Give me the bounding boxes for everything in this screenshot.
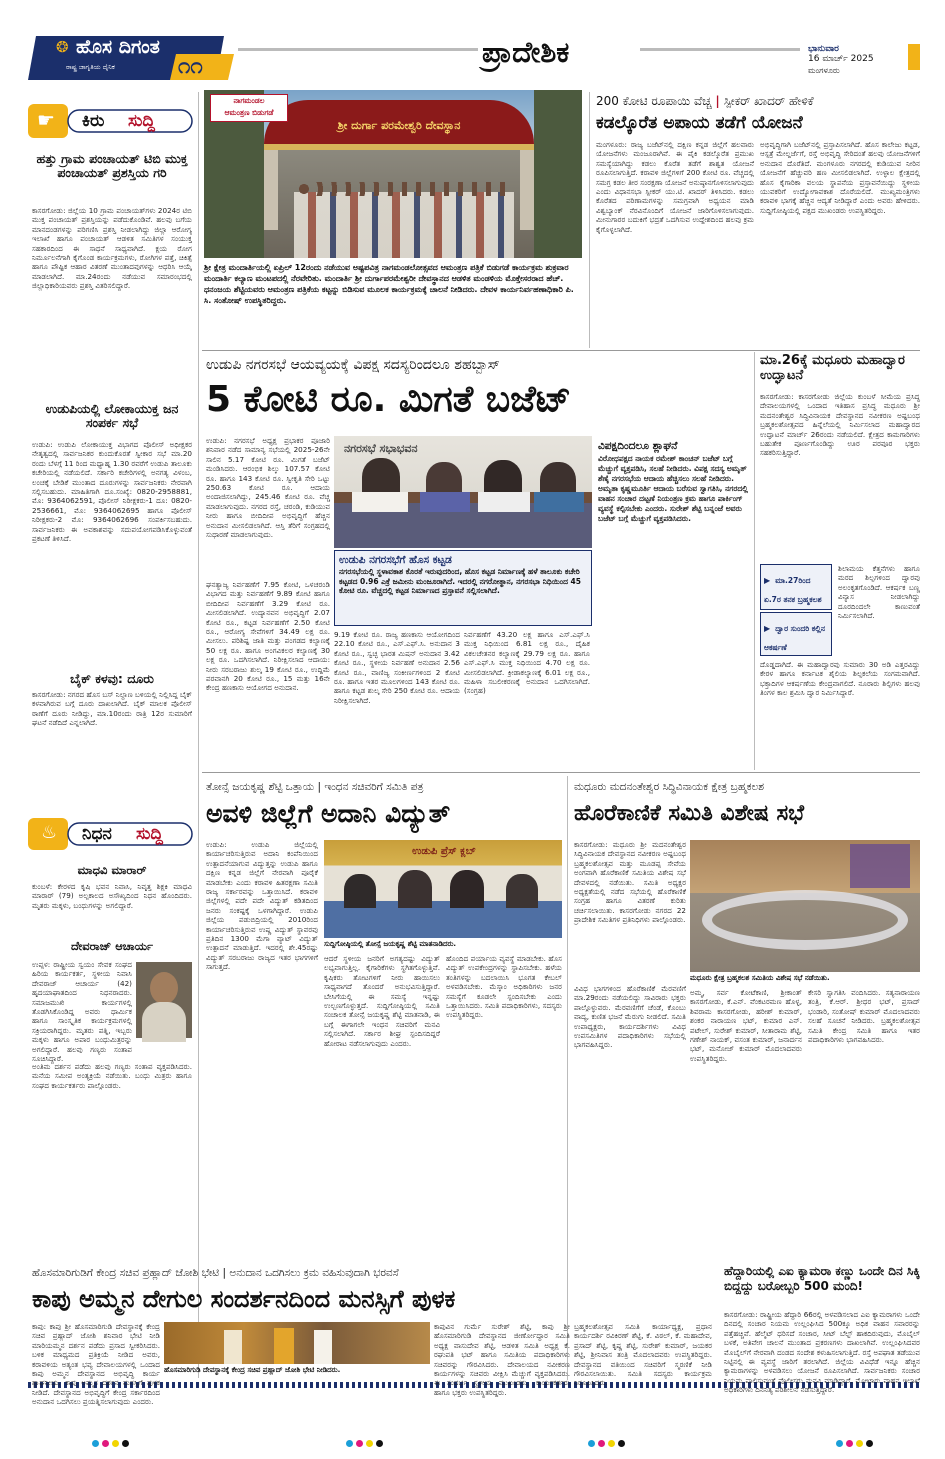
sea-story-kicker-2: ಸ್ಪೀಕರ್ ಖಾದರ್ ಹೇಳಿಕೆ: [723, 94, 814, 108]
adani-col-3: ಹೊಂದಿದ ಪರ್ಯಾಯ ವ್ಯವಸ್ಥೆ ಮಾಡಬೇಕು. ಹೊಸ ವಿದ್ಯುತ್ ಉಪಕೇಂದ್ರಗಳನ್ನು ಸ್ಥಾಪಿಸಬೇಕು. ಹಳೆಯ ತಂತಿಗಳನ್ನು ಬದಲಾಯಿಸಿ ಭೂಗತ ಕೇಬಲ್ ಅಳವಡಿಸಬೇಕು. ಮೆಸ್ಕಾಂ ಅಧಿಕಾರಿಗಳು ಜನರ ಸಮಸ್ಯೆಗೆ ಕೂಡಲೇ ಸ್ಪಂದಿಸಬೇಕು ಎಂದು ಒತ್ತಾಯಿಸಿದರು. ಸಮಿತಿ ಪದಾಧಿಕಾರಿಗಳು, ಸದಸ್ಯರು ಉಪಸ್ಥಿತರಿದ್ದರು.: [446, 954, 562, 1020]
adani-kicker: ತೋನ್ಸೆ ಜಯಕೃಷ್ಣ ಶೆಟ್ಟಿ ಒತ್ತಾಯ | ಇಂಧನ ಸಚಿವರಿಗೆ ಸಮಿತಿ ಪತ್ರ: [206, 781, 424, 793]
budget-side-body: ವಿರೋಧಪಕ್ಷದ ನಾಯಕ ರಮೇಶ್ ಕಾಂಚನ್ ಬಜೆಟ್ ಬಗ್ಗೆ ಮೆಚ್ಚುಗೆ ವ್ಯಕ್ತಪಡಿಸಿ, ಸಲಹೆ ನೀಡಿದರು. ವಿಪಕ್ಷ ಸದಸ್ಯ ಅಮೃತ್ ಶೆಣೈ ನಗರಸಭೆಯ ಆದಾಯ ಹೆಚ್ಚಿಸಲು ಸಲಹೆ ನೀಡಿದರು. ಅಮೃತಾ ಕೃಷ್ಣಮೂರ್ತಿ ಆದಾಯ ಬರೆಸುವ ಸ್ವಾಗತಿಸಿ, ನಗರದಲ್ಲಿ ವಾಹನ ಸಂಚಾರ ದಟ್ಟಣೆ ನಿಯಂತ್ರಣ ಕ್ರಮ ಹಾಗೂ ಪಾರ್ಕಿಂಗ್ ವ್ಯವಸ್ಥೆ ಕಲ್ಪಿಸಬೇಕು ಎಂದರು. ಸುರೇಶ್ ಶೆಟ್ಟಿ ಬನ್ನಂಜೆ ಅವರು ಬಜೆಟ್ ಬಗ್ಗೆ ಮೆಚ್ಚುಗೆ ವ್ಯಕ್ತಪಡಿಸಿದರು.: [598, 454, 748, 523]
horekanike-col-4: ಕೇಸರಿ ಸ್ವಾಗತಿಸಿ ವಂದಿಸಿದರು. ಸತ್ಯನಾರಾಯಣ ತಂತ್ರಿ, ಕೆ.ಆರ್. ಶ್ರೀಧರ ಭಟ್, ಪ್ರಸಾದ್ ಭಂಡಾರಿ, ಸಂತೋಷ್ ಕುಮಾರ್ ಮೊದಲಾದವರು ಸಲಹೆ ಸೂಚನೆ ನೀಡಿದರು. ಬ್ರಹ್ಮಕಲಶೋತ್ಸವ ಸಮಿತಿ ಕೇಂದ್ರ ಸಮಿತಿ ಹಾಗೂ ಇತರ ಪದಾಧಿಕಾರಿಗಳು ಭಾಗವಹಿಸಿದರು.: [808, 988, 920, 1045]
horekanike-col-2: ವಿವಿಧ ಭಾಗಗಳಿಂದ ಹೊರೆಕಾಣಿಕೆ ಮೆರವಣಿಗೆ ಮಾ.29ರಂದು ನಡೆಯಲಿದ್ದು ಸಾವಿರಾರು ಭಕ್ತರು ಪಾಲ್ಗೊಳ್ಳುವರು. ಮೆರವಣಿಗೆಗೆ ಚೆಂಡೆ, ಕೊಂಬು ವಾದ್ಯ, ಕುಣಿತ ಭಜನೆ ಮೆರುಗು ನೀಡಲಿದೆ. ಸಮಿತಿ ಉಪಾಧ್ಯಕ್ಷರು, ಕಾರ್ಯದರ್ಶಿಗಳು ವಿವಿಧ ಉಪಸಮಿತಿಗಳ ಪದಾಧಿಕಾರಿಗಳು ಸಭೆಯಲ್ಲಿ ಭಾಗವಹಿಸಿದ್ದರು.: [574, 984, 686, 1050]
print-registration-dots: [92, 1440, 129, 1447]
lamp-icon: ❂: [56, 38, 69, 56]
logo-subtitle: ರಾಷ್ಟ್ರ ಜಾಗೃತಿಯ ದೈನಿಕ: [66, 63, 115, 71]
kapu-headline: ಕಾಪು ಅಮ್ಮನ ದೇಗುಲ ಸಂದರ್ಶನದಿಂದ ಮನಸ್ಸಿಗೆ ಪುಳಕ: [32, 1285, 456, 1313]
nidhana-label: ನಿಧನ: [82, 824, 112, 844]
madhur-door-body-2: ದೊಡ್ಡದಾಗಿದೆ. ಈ ಮಹಾದ್ವಾರವು ಸುಮಾರು 30 ಅಡಿ ಎತ್ತರವಿದ್ದು ಕೇರಳ ಹಾಗೂ ಕರ್ನಾಟಕ ಶೈಲಿಯ ಶಿಲ್ಪಕಲೆಯ ಸಂಗಮವಾಗಿದೆ. ಭಕ್ತಾದಿಗಳ ಆಕರ್ಷಣೆಯ ಕೇಂದ್ರವಾಗಲಿದೆ. ನೂರಾರು ಶಿಲ್ಪಿಗಳು ಹಲವು ತಿಂಗಳ ಕಾಲ ಶ್ರಮಿಸಿ ದ್ವಾರ ನಿರ್ಮಿಸಿದ್ದಾರೆ.: [760, 660, 920, 698]
budget-kicker: ಉಡುಪಿ ನಗರಸಭೆ ಆಯವ್ಯಯಕ್ಕೆ ವಿಪಕ್ಷ ಸದಸ್ಯರಿಂದಲೂ ಶಹಬ್ಬಾಸ್: [206, 357, 500, 373]
arrow-icon: ▶: [764, 624, 771, 633]
adani-headline: ಅವಳಿ ಜಿಲ್ಲೆಗೆ ಅದಾನಿ ವಿದ್ಯುತ್: [206, 799, 451, 828]
budget-col-2: ಘನತ್ಯಾಜ್ಯ ನಿರ್ವಹಣೆಗೆ 7.95 ಕೋಟಿ, ಒಳಚರಂಡಿ ವಿಭಾಗದ ಮತ್ತು ನಿರ್ವಹಣೆಗೆ 9.89 ಕೋಟಿ ಹಾಗೂ ಬೀದಿದೀಪ ನಿರ್ವಹಣೆಗೆ 3.29 ಕೋಟಿ ರೂ. ಮೀಸಲಿಡಲಾಗಿದೆ. ಉದ್ಯಾನವನ ಅಭಿವೃದ್ಧಿಗೆ 2.07 ಕೋಟಿ ರೂ., ಕಟ್ಟಡ ನಿರ್ವಹಣೆಗೆ 2.50 ಕೋಟಿ ರೂ., ಆರೋಗ್ಯ ಸೇವೆಗಳಿಗೆ 34.49 ಲಕ್ಷ ರೂ. ಮೀಸಲು. ಪರಿಶಿಷ್ಟ ಜಾತಿ ಮತ್ತು ಪಂಗಡದ ಕಲ್ಯಾಣಕ್ಕೆ 50 ಲಕ್ಷ ರೂ. ಹಾಗೂ ಅಂಗವಿಕಲರ ಕಲ್ಯಾಣಕ್ಕೆ 30 ಲಕ್ಷ ರೂ. ಒದಗಿಸಲಾಗಿದೆ. ನಿರೀಕ್ಷಿಸಲಾದ ಆದಾಯ: ನೀರು ಸರಬರಾಜು ಶುಲ್ಕ 19 ಕೋಟಿ ರೂ., ಉದ್ದಿಮೆ ಪರವಾನಗಿ 20 ಕೋಟಿ ರೂ., 15 ಮತ್ತು 16ನೇ ಕೇಂದ್ರ ಹಣಕಾಸು ಆಯೋಗದ ಅನುದಾನ.: [206, 580, 330, 693]
print-registration-dots: [836, 1440, 873, 1447]
masthead-divider-right: [640, 48, 800, 51]
masthead-divider: [238, 48, 478, 51]
ai-camera-headline: ಹೆದ್ದಾರಿಯಲ್ಲಿ ಎಐ ಕ್ಯಾಮರಾ ಕಣ್ಣು ಒಂದೇ ದಿನ ಸಿಕ್ಕಿ ಬಿದ್ದದ್ದು ಬರೋಬ್ಬರಿ 500 ಮಂದಿ!: [724, 1264, 920, 1293]
kiru-story-2-body: ಉಡುಪಿ: ಉಡುಪಿ ಲೋಕಾಯುಕ್ತ ವಿಭಾಗದ ಪೊಲೀಸ್ ಅಧೀಕ್ಷಕರ ನೇತೃತ್ವದಲ್ಲಿ ಸಾರ್ವಜನಿಕರ ಕುಂದುಕೊರತೆ ಸ್ವೀಕಾರ ಸಭೆ ಮಾ.20 ರಂದು ಬೆಳಗ್ಗೆ 11 ರಿಂದ ಮಧ್ಯಾಹ್ನ 1.30 ರವರೆಗೆ ಉಡುಪಿ ತಾಲೂಕು ಕಚೇರಿಯಲ್ಲಿ ನಡೆಯಲಿದೆ. ಸರ್ಕಾರಿ ಕಚೇರಿಗಳಲ್ಲಿ ಅನಗತ್ಯ ವಿಳಂಬ, ಲಂಚಕ್ಕೆ ಬೇಡಿಕೆ ಮುಂತಾದ ದೂರುಗಳನ್ನು ಸಾರ್ವಜನಿಕರು ನೇರವಾಗಿ ಸಲ್ಲಿಸಬಹುದು. ಮಾಹಿತಿಗಾಗಿ ದೂ.ಸಂಖ್ಯೆ: 0820-2958881, ಮೊ: 9364062591, ಪೊಲೀಸ್ ನಿರೀಕ್ಷಕರು-1 ದೂ: 0820-2536661, ಮೊ: 9364062695 ಹಾಗೂ ಪೊಲೀಸ್ ನಿರೀಕ್ಷಕರು-2 ಮೊ: 9364062696 ಸಂಪರ್ಕಿಸಬಹುದು. ಸಾರ್ವಜನಿಕರು ಈ ಅವಕಾಶವನ್ನು ಸದುಪಯೋಗಪಡಿಸಿಕೊಳ್ಳುವಂತೆ ಪ್ರಕಟಣೆ ತಿಳಿಸಿದೆ.: [32, 440, 192, 544]
kapu-col-1: ಕಾಪು: ಕಾಪು ಶ್ರೀ ಹೊಸಮಾರಿಗುಡಿ ದೇವಸ್ಥಾನಕ್ಕೆ ಕೇಂದ್ರ ಸಚಿವ ಪ್ರಹ್ಲಾದ್ ಜೋಶಿ ಶನಿವಾರ ಭೇಟಿ ನೀಡಿ ಮಾರಿಯಮ್ಮನ ದರ್ಶನ ಪಡೆದು ಪ್ರಸಾದ ಸ್ವೀಕರಿಸಿದರು. ಬಳಿಕ ಮಾಧ್ಯಮದ ಪ್ರತಿಕ್ರಿಯೆ ನೀಡಿದ ಅವರು, ಕರಾವಳಿಯ ಅತ್ಯಂತ ಭವ್ಯ ದೇವಾಲಯಗಳಲ್ಲಿ ಒಂದಾದ ಕಾಪು ಅಮ್ಮನ ದೇವಸ್ಥಾನದ ಅಭಿವೃದ್ಧಿ ಕಾರ್ಯ ಶ್ಲಾಘನೀಯ. ಕಾಪು ಅಮ್ಮನ ದರ್ಶನ ಮನಸ್ಸಿಗೆ ಪುಳಕ ನೀಡಿದೆ. ದೇವಸ್ಥಾನದ ಅಭಿವೃದ್ಧಿಗೆ ಕೇಂದ್ರ ಸರ್ಕಾರದಿಂದ ಅನುದಾನ ಒದಗಿಸಲು ಪ್ರಯತ್ನಿಸಲಾಗುವುದು ಎಂದರು.: [32, 1322, 160, 1407]
print-registration-dots: [346, 1440, 383, 1447]
horekanike-photo-caption: ಮಧೂರು ಕ್ಷೇತ್ರ ಬ್ರಹ್ಮಕಲಶ ಸಮಿತಿಯ ವಿಶೇಷ ಸಭೆ ನಡೆಯಿತು.: [690, 974, 830, 982]
obituary-1-name: ಮಾಧವಿ ಮಾರಾರ್: [77, 863, 147, 877]
obituary-portrait: [136, 962, 192, 1038]
horekanike-col-1: ಕಾಸರಗೋಡು: ಮಧೂರು ಶ್ರೀ ಮದನಂತೇಶ್ವರ ಸಿದ್ಧಿವಿನಾಯಕ ದೇವಸ್ಥಾನದ ನವೀಕರಣ ಅಷ್ಟಬಂಧ ಬ್ರಹ್ಮಕಲಶೋತ್ಸವ ಮತ್ತು ಮೂಡಪ್ಪ ಸೇವೆಯ ಅಂಗವಾಗಿ ಹೊರೆಕಾಣಿಕೆ ಸಮಿತಿಯ ವಿಶೇಷ ಸಭೆ ದೇವಳದಲ್ಲಿ ನಡೆಯಿತು. ಸಮಿತಿ ಅಧ್ಯಕ್ಷರ ಅಧ್ಯಕ್ಷತೆಯಲ್ಲಿ ನಡೆದ ಸಭೆಯಲ್ಲಿ ಹೊರೆಕಾಣಿಕೆ ಸಂಗ್ರಹ ಹಾಗೂ ವಿತರಣೆ ಕುರಿತು ಚರ್ಚಿಸಲಾಯಿತು. ಕಾಸರಗೋಡು ನಗರದ 22 ಪ್ರಾದೇಶಿಕ ಸಮಿತಿಗಳ ಪ್ರತಿನಿಧಿಗಳು ಪಾಲ್ಗೊಂಡರು.: [574, 840, 686, 925]
madhur-info-box: [760, 564, 920, 656]
kapu-photo-caption: ಹೊಸಮಾರಿಗುಡಿ ದೇವಸ್ಥಾನಕ್ಕೆ ಕೇಂದ್ರ ಸಚಿವ ಪ್ರಹ್ಲಾದ್ ಜೋಶಿ ಭೇಟಿ ನೀಡಿದರು.: [164, 1366, 341, 1374]
adani-press-photo: [324, 840, 562, 938]
ai-camera-body: ಕಾಸರಗೋಡು: ರಾಷ್ಟ್ರೀಯ ಹೆದ್ದಾರಿ 66ರಲ್ಲಿ ಅಳವಡಿಸಲಾದ ಎಐ ಕ್ಯಾಮರಾಗಳು ಒಂದೇ ದಿನದಲ್ಲಿ ಸಂಚಾರ ನಿಯಮ ಉಲ್ಲಂಘಿಸಿದ 500ಕ್ಕೂ ಅಧಿಕ ವಾಹನ ಸವಾರರನ್ನು ಪತ್ತೆಹಚ್ಚಿವೆ. ಹೆಲ್ಮೆಟ್ ಧರಿಸದೆ ಸಂಚಾರ, ಸೀಟ್ ಬೆಲ್ಟ್ ಹಾಕದಿರುವುದು, ಮೊಬೈಲ್ ಬಳಕೆ, ಅತಿವೇಗ ಚಾಲನೆ ಮುಂತಾದ ಪ್ರಕರಣಗಳು ದಾಖಲಾಗಿವೆ. ಉಲ್ಲಂಘಿಸಿದವರ ಮೊಬೈಲ್‌ಗೆ ನೇರವಾಗಿ ದಂಡದ ಸಂದೇಶ ಕಳುಹಿಸಲಾಗುತ್ತಿದೆ. ರಸ್ತೆ ಅಪಘಾತ ತಡೆಯುವ ನಿಟ್ಟಿನಲ್ಲಿ ಈ ವ್ಯವಸ್ಥೆ ಜಾರಿಗೆ ತರಲಾಗಿದೆ. ಜಿಲ್ಲೆಯ ವಿವಿಧೆಡೆ ಇನ್ನೂ ಹೆಚ್ಚಿನ ಕ್ಯಾಮರಾಗಳನ್ನು ಅಳವಡಿಸಲು ಯೋಜನೆ ರೂಪಿಸಲಾಗಿದೆ. ಸಾರ್ವಜನಿಕರು ಸಂಚಾರ ನಿಯಮ ಪಾಲಿಸುವಂತೆ ಪೊಲೀಸರು ಮನವಿ ಮಾಡಿದ್ದಾರೆ. ಮೋಟಾರು ವಾಹನ ಇಲಾಖೆ ಅಧಿಕಾರಿಗಳು ದಿನನಿತ್ಯ ಪರಿಶೀಲನೆ ನಡೆಸುತ್ತಿದ್ದಾರೆ.: [724, 1310, 920, 1395]
kiru-story-1-title: ಹತ್ತು ಗ್ರಾಮ ಪಂಚಾಯತ್ ಟಿಬಿ ಮುಕ್ತ ಪಂಚಾಯತ್ ಪ್ರಶಸ್ತಿಯ ಗರಿ: [36, 151, 188, 181]
edition-place: ಮಂಗಳೂರು: [808, 66, 840, 75]
temple-badge-line1: ನಾಗಮಂಡಲ: [233, 96, 265, 105]
kicker-separator: |: [715, 94, 724, 108]
temple-arch-text: ಶ್ರೀ ದುರ್ಗಾ ಪರಮೇಶ್ವರಿ ದೇವಸ್ಥಾನ: [337, 119, 461, 132]
budget-photo-banner: ನಗರಸಭೆ ಸಭಾಭವನ: [344, 442, 418, 455]
adani-photo-caption: ಸುದ್ದಿಗೋಷ್ಠಿಯಲ್ಲಿ ತೋನ್ಸೆ ಜಯಕೃಷ್ಣ ಶೆಟ್ಟಿ ಮಾತನಾಡಿದರು.: [324, 940, 457, 948]
madhur-info-box-2-text: ದ್ವಾರ ಸುಂದರಿ ಕಲ್ಲಿನ ಆಕರ್ಷಣೆ: [764, 624, 825, 652]
logo-block: [28, 34, 234, 82]
kiru-story-1-body: ಕಾಸರಗೋಡು: ಜಿಲ್ಲೆಯ 10 ಗ್ರಾಮ ಪಂಚಾಯತ್‌ಗಳು 2024ರ ಟಿಬಿ ಮುಕ್ತ ಪಂಚಾಯತ್ ಪ್ರಶಸ್ತಿಯನ್ನು ಪಡೆದುಕೊಂಡಿವೆ. ಹಲವು ಬಗೆಯ ಮಾನದಂಡಗಳನ್ನು ಪರಿಗಣಿಸಿ ಪ್ರಶಸ್ತಿ ನೀಡಲಾಗಿದ್ದು ಜಿಲ್ಲಾ ಆರೋಗ್ಯ ಇಲಾಖೆ ಹಾಗೂ ಪಂಚಾಯತ್ ಆಡಳಿತ ಸಮಿತಿಗಳ ಸಂಯುಕ್ತ ಸಹಕಾರದಿಂದ ಈ ಸಾಧನೆ ಸಾಧ್ಯವಾಗಿದೆ. ಕ್ಷಯ ರೋಗ ನಿರ್ಮೂಲನೆಗಾಗಿ ಕೈಗೊಂಡ ಕಾರ್ಯಕ್ರಮಗಳು, ರೋಗಿಗಳ ಪತ್ತೆ, ಚಿಕಿತ್ಸೆ ಹಾಗೂ ಪೌಷ್ಟಿಕ ಆಹಾರ ವಿತರಣೆ ಮುಂತಾದವುಗಳನ್ನು ಆಧರಿಸಿ ಆಯ್ಕೆ ಮಾಡಲಾಗಿದೆ. ಮಾ.24ರಂದು ನಡೆಯುವ ಸಮಾರಂಭದಲ್ಲಿ ಜಿಲ್ಲಾಧಿಕಾರಿಯವರು ಪ್ರಶಸ್ತಿ ವಿತರಿಸಲಿದ್ದಾರೆ.: [32, 206, 192, 291]
budget-col-3: 9.19 ಕೋಟಿ ರೂ. ರಾಜ್ಯ ಹಣಕಾಸು ಆಯೋಗದಿಂದ 22.10 ಕೋಟಿ ರೂ., ಎಸ್.ಎಫ್.ಸಿ. ಅನುದಾನ 3 ಕೋಟಿ ರೂ., ಸ್ವಚ್ಛ ಭಾರತ ಮಿಷನ್ ಅನುದಾನ 3.42 ಕೋಟಿ ರೂ., ಸ್ಥಳೀಯ ನಿರ್ವಹಣೆ ಅನುದಾನ 2.56 ಕೋಟಿ ರೂ., ವಾಣಿಜ್ಯ ಸಂಕೀರ್ಣಗಳಿಂದ 2 ಕೋಟಿ ರೂ. ಹಾಗೂ ಇತರ ಮೂಲಗಳಿಂದ 143 ಕೋಟಿ ರೂ. ಹಾಗೂ ಕಟ್ಟಡ ಶುಲ್ಕ ಸೇರಿ 250 ಕೋಟಿ ರೂ. ಆದಾಯ ನಿರೀಕ್ಷಿಸಲಾಗಿದೆ.: [334, 630, 460, 705]
kiru-story-3-title: ಬೈಕ್ ಕಳವು: ದೂರು: [70, 671, 154, 686]
sea-story-col-1: ಮಂಗಳೂರು: ರಾಜ್ಯ ಬಜೆಟ್‌ನಲ್ಲಿ ದಕ್ಷಿಣ ಕನ್ನಡ ಜಿಲ್ಲೆಗೆ ಹಲವಾರು ಯೋಜನೆಗಳು ಮಂಜೂರಾಗಿವೆ. ಈ ಪೈಕಿ ಕಡಲ್ಕೊರೆತ ಪ್ರಮುಖ ಸಮಸ್ಯೆಯಾಗಿದ್ದು ಕಡಲು ಕೊರೆತ ತಡೆಗೆ ಶಾಶ್ವತ ಯೋಜನೆ ರೂಪಿಸಲಾಗುತ್ತಿದೆ. ಕರಾವಳಿ ಜಿಲ್ಲೆಗಳಿಗೆ 200 ಕೋಟಿ ರೂ. ವೆಚ್ಚದಲ್ಲಿ ಸಮಗ್ರ ಕಡಲ ತೀರ ಸಂರಕ್ಷಣಾ ಯೋಜನೆ ಅನುಷ್ಠಾನಗೊಳಿಸಲಾಗುವುದು ಎಂದು ವಿಧಾನಸಭಾ ಸ್ಪೀಕರ್ ಯು.ಟಿ. ಖಾದರ್ ತಿಳಿಸಿದರು. ಕಡಲು ಕೊರೆತದ ಪರಿಣಾಮಗಳನ್ನು ಸಮಗ್ರವಾಗಿ ಅಧ್ಯಯನ ಮಾಡಿ ವಿಶ್ವಬ್ಯಾಂಕ್ ನೆರವಿನೊಂದಿಗೆ ಯೋಜನೆ ಜಾರಿಗೊಳಿಸಲಾಗುವುದು. ಮೀನುಗಾರರ ಬದುಕಿಗೆ ಭದ್ರತೆ ಒದಗಿಸುವ ಉದ್ದೇಶದಿಂದ ಹಲವು ಕ್ರಮ ಕೈಗೊಳ್ಳಲಾಗಿದೆ.: [596, 140, 754, 234]
arrow-icon: ▶: [764, 576, 771, 585]
budget-photo-box-body: ನಗರಸಭೆಯಲ್ಲಿ ಸ್ಥಳಾವಕಾಶ ಕೊರತೆ ಇರುವುದರಿಂದ, ಹೊಸ ಕಟ್ಟಡ ನಿರ್ಮಾಣಕ್ಕೆ ಹಳೆ ತಾಲೂಕು ಕಚೇರಿ ಕಟ್ಟಡದ 0.96 ಎಕ್ರೆ ಜಮೀನು ಮಂಜೂರಾಗಿದೆ. ಇದರಲ್ಲಿ ನಗರೋತ್ಥಾನ, ನಗರಸಭಾ ನಿಧಿಯಿಂದ 45 ಕೋಟಿ ರೂ. ವೆಚ್ಚದಲ್ಲಿ ಕಟ್ಟಡ ನಿರ್ಮಾಣದ ಪ್ರಸ್ತಾವನೆ ಸಲ್ಲಿಸಲಾಗಿದೆ.: [339, 567, 581, 596]
madhur-info-box-1-text: ಮಾ.27ರಿಂದ ಏ.7ರ ತನಕ ಬ್ರಹ್ಮಕಲಶ: [764, 576, 822, 604]
row-rule: [202, 772, 920, 773]
suddi-label: ಸುದ್ದಿ: [128, 111, 155, 131]
horekanike-kicker: ಮಧೂರು ಮದನಂತೇಶ್ವರ ಸಿದ್ಧಿವಿನಾಯಕ ಕ್ಷೇತ್ರ ಬ್ರಹ್ಮಕಲಶ: [574, 781, 765, 793]
obituary-2-body-top: ಉಪ್ಪಳ: ರಾಷ್ಟ್ರೀಯ ಸ್ವಯಂ ಸೇವಕ ಸಂಘದ ಹಿರಿಯ ಕಾರ್ಯಕರ್ತ, ಸ್ಥಳೀಯ ನಿವಾಸಿ ದೇವರಾಜ್ ಆಚಾರ್ಯ (42) ಹೃದಯಾಘಾತದಿಂದ ನಿಧನರಾದರು. ಸಮಾಜಮುಖಿ ಕಾರ್ಯಗಳಲ್ಲಿ ತೊಡಗಿಸಿಕೊಂಡಿದ್ದ ಅವರು ಧಾರ್ಮಿಕ ಹಾಗೂ ಸಾಂಸ್ಕೃತಿಕ ಕಾರ್ಯಕ್ರಮಗಳಲ್ಲಿ ಸಕ್ರಿಯರಾಗಿದ್ದರು. ಮೃತರು ಪತ್ನಿ, ಇಬ್ಬರು ಮಕ್ಕಳು ಹಾಗೂ ಅಪಾರ ಬಂಧುಮಿತ್ರರನ್ನು ಅಗಲಿದ್ದಾರೆ. ಹಲವು ಗಣ್ಯರು ಸಂತಾಪ ಸೂಚಿಸಿದ್ದಾರೆ.: [32, 960, 132, 1064]
budget-col-4: ನಿರ್ವಹಣೆಗೆ 43.20 ಲಕ್ಷ ಹಾಗೂ ಎಸ್.ಎಫ್.ಸಿ ಮುಕ್ತ ನಿಧಿಯಿಂದ 6.81 ಲಕ್ಷ ರೂ., ದೈಹಿಕ ವಿಕಲಚೇತನರ ಕಲ್ಯಾಣಕ್ಕೆ 29.79 ಲಕ್ಷ ರೂ. ಹಾಗೂ ಎಸ್.ಎಫ್.ಸಿ ಮುಕ್ತ ನಿಧಿಯಿಂದ 4.70 ಲಕ್ಷ ರೂ. ಮೀಸಲಿಡಲಾಗಿದೆ. ಕ್ರೀಡಾಕಲ್ಯಾಣಕ್ಕೆ 6.01 ಲಕ್ಷ ರೂ., ಮಹಿಳಾ ಸಬಲೀಕರಣಕ್ಕೆ ಅನುದಾನ ಒದಗಿಸಲಾಗಿದೆ. (ಸಂಗ್ರಹ): [464, 630, 590, 696]
obituary-1-body: ಕುಂಬಳೆ: ಕೇರಳದ ಕೃಷಿ ಭವನ ನಿವಾಸಿ, ನಿವೃತ್ತ ಶಿಕ್ಷಕಿ ಮಾಧವಿ ಮಾರಾರ್ (79) ಅಲ್ಪಕಾಲದ ಅಸೌಖ್ಯದಿಂದ ನಿಧನ ಹೊಂದಿದರು. ಮೃತರು ಮಕ್ಕಳು, ಬಂಧುಗಳನ್ನು ಅಗಲಿದ್ದಾರೆ.: [32, 882, 192, 910]
print-registration-dots: [588, 1440, 625, 1447]
adani-photo-banner: ಉಡುಪಿ ಪ್ರೆಸ್ ಕ್ಲಬ್: [412, 846, 476, 857]
adani-col-2: ಆದರೆ ಸ್ಥಳೀಯ ಜನರಿಗೆ ಅಗತ್ಯದಷ್ಟು ವಿದ್ಯುತ್ ಲಭ್ಯವಾಗುತ್ತಿಲ್ಲ. ಕೈಗಾರಿಕೆಗಳು ಸ್ಥಗಿತಗೊಳ್ಳುತ್ತಿವೆ. ಕೃಷಿಕರು ತೋಟಗಳಿಗೆ ನೀರು ಹಾಯಿಸಲು ಸಾಧ್ಯವಾಗದೆ ತೊಂದರೆ ಅನುಭವಿಸುತ್ತಿದ್ದಾರೆ. ಬೇಸಿಗೆಯಲ್ಲಿ ಈ ಸಮಸ್ಯೆ ಇನ್ನಷ್ಟು ಉಲ್ಬಣಗೊಳ್ಳುತ್ತದೆ. ಸುದ್ದಿಗೋಷ್ಠಿಯಲ್ಲಿ ಸಮಿತಿ ಸಂಚಾಲಕ ತೋನ್ಸೆ ಜಯಕೃಷ್ಣ ಶೆಟ್ಟಿ ಮಾತನಾಡಿ, ಈ ಬಗ್ಗೆ ಈಗಾಗಲೇ ಇಂಧನ ಸಚಿವರಿಗೆ ಮನವಿ ಸಲ್ಲಿಸಲಾಗಿದೆ. ಸರ್ಕಾರ ಶೀಘ್ರ ಸ್ಪಂದಿಸದಿದ್ದರೆ ಹೋರಾಟ ನಡೆಸಲಾಗುವುದು ಎಂದರು.: [324, 954, 440, 1048]
budget-photo-box: [334, 550, 592, 626]
madhur-info-box-2: [760, 612, 832, 656]
column-rule: [589, 92, 590, 348]
weekday: ಭಾನುವಾರ: [808, 44, 839, 54]
date-block: [808, 44, 898, 76]
row-rule: [202, 350, 920, 351]
masthead: [0, 0, 945, 88]
budget-side-title: ವಿಪಕ್ಷದಿಂದಲೂ ಶ್ಲಾಘನೆ: [598, 440, 678, 452]
pointing-hand-icon: ☛: [37, 108, 55, 132]
madhur-door-body: ಕಾಸರಗೋಡು: ಕಾಸರಗೋಡು ಜಿಲ್ಲೆಯ ಕುಂಬಳೆ ಸೀಮೆಯ ಪ್ರಸಿದ್ಧ ದೇವಾಲಯಗಳಲ್ಲಿ ಒಂದಾದ ಇತಿಹಾಸ ಪ್ರಸಿದ್ಧ ಮಧೂರು ಶ್ರೀ ಮದನಂತೇಶ್ವರ ಸಿದ್ಧಿವಿನಾಯಕ ದೇವಸ್ಥಾನದ ನವೀಕರಣ ಅಷ್ಟಬಂಧ ಬ್ರಹ್ಮಕಲಶೋತ್ಸವದ ಹಿನ್ನೆಲೆಯಲ್ಲಿ ನಿರ್ಮಿಸಲಾದ ಮಹಾದ್ವಾರದ ಉದ್ಘಾಟನೆ ಮಾರ್ಚ್ 26ರಂದು ನಡೆಯಲಿದೆ. ಕ್ಷೇತ್ರದ ಕಾಮಗಾರಿಗಳು ಬಹುತೇಕ ಪೂರ್ಣಗೊಂಡಿದ್ದು ಊರ ಪರವೂರ ಭಕ್ತರು ಸಹಕರಿಸುತ್ತಿದ್ದಾರೆ.: [760, 392, 920, 458]
temple-caption: ಶ್ರೀ ಕ್ಷೇತ್ರ ಮಂದಾರ್ತಿಯಲ್ಲಿ ಏಪ್ರಿಲ್ 12ರಂದು ನಡೆಯುವ ಅಷ್ಟಪವಿತ್ರ ನಾಗಮಂಡಲೋತ್ಸವದ ಆಮಂತ್ರಣ ಪತ್ರಿಕೆ ಬಿಡುಗಡೆ ಕಾರ್ಯಕ್ರಮ ಶುಕ್ರವಾರ ಮಂದಾರ್ತಿ ಕಲ್ಯಾಣ ಮಂಟಪದಲ್ಲಿ ನೆರವೇರಿತು. ಮಂದಾರ್ತಿ ಶ್ರೀ ದುರ್ಗಾಪರಮೇಶ್ವರೀ ದೇವಸ್ಥಾನದ ಆಡಳಿತ ಮಂಡಳಿಯ ಮೊಕ್ತೇಸರರಾದ ಹೆಚ್. ಧನಂಜಯ ಶೆಟ್ಟಿಯವರು ಆಮಂತ್ರಣ ಪತ್ರಿಕೆಯ ಕಟ್ಟನ್ನು ಬಿಡಿಸುವ ಮೂಲಕ ಕಾರ್ಯಕ್ರಮಕ್ಕೆ ಚಾಲನೆ ನೀಡಿದರು. ದೇವಳ ಕಾರ್ಯನಿರ್ವಹಣಾಧಿಕಾರಿ ಪಿ. ಸಿ. ಸಂತೋಷ್ ಉಪಸ್ಥಿತರಿದ್ದರು.: [204, 263, 574, 305]
horekanike-col-3: ಅಮ್ಮ, ಸರ್ವ ಕೋಟೆಕಾಣಿ, ಶ್ರೀಕಾಂತ್ ಕಾಸರಗೋಡು, ಕೆ.ಎನ್. ವೆಂಕಟರಮಣ ಹೊಳ್ಳ, ಶಿವರಾಮ ಕಾಸರಗೋಡು, ಹರೀಶ್ ಕುಮಾರ್, ಶಂಕರ ನಾರಾಯಣ ಭಟ್, ಕುಮಾರ ಎನ್. ಪಟೇಲ್, ಸುರೇಶ್ ಕುಮಾರ್, ಸೀತಾರಾಮ ಶೆಟ್ಟಿ, ಗಣೇಶ್ ನಾಯಕ್, ವಸಂತ ಕುಮಾರ್, ಜನಾರ್ದನ ಭಟ್, ಮನೋಜ್ ಕುಮಾರ್ ಮೊದಲಾದವರು ಉಪಸ್ಥಿತರಿದ್ದರು.: [690, 988, 802, 1063]
column-rule: [754, 352, 755, 770]
date: 16 ಮಾರ್ಚ್ 2025: [808, 54, 874, 64]
temple-badge: [210, 94, 288, 122]
sea-story-kicker-1: 200 ಕೋಟಿ ರೂಪಾಯಿ ವೆಚ್ಚ: [596, 94, 712, 108]
kapu-col-2: ಕಾಪುವಿನ ಗುರ್ಮೆ ಸುರೇಶ್ ಶೆಟ್ಟಿ, ಕಾಪು ಶ್ರೀ ಹೊಸಮಾರಿಗುಡಿ ದೇವಸ್ಥಾನದ ಜೀರ್ಣೋದ್ಧಾರ ಸಮಿತಿ ಅಧ್ಯಕ್ಷ ವಾಸುದೇವ ಶೆಟ್ಟಿ, ಆಡಳಿತ ಸಮಿತಿ ಅಧ್ಯಕ್ಷ ಕೆ. ರಘುಪತಿ ಭಟ್ ಹಾಗೂ ಸಮಿತಿಯ ಪದಾಧಿಕಾರಿಗಳು ಸಚಿವರನ್ನು ಗೌರವಿಸಿದರು. ದೇವಾಲಯದ ನವೀಕರಣ ಕಾರ್ಯಗಳನ್ನು ಸಚಿವರು ವೀಕ್ಷಿಸಿ ಮೆಚ್ಚುಗೆ ವ್ಯಕ್ತಪಡಿಸಿದರು. ಈ ಸಂದರ್ಭ ಸ್ಥಳೀಯ ಮುಖಂಡರು, ಕಾರ್ಯಕರ್ತರು ಹಾಗೂ ಭಕ್ತರು ಉಪಸ್ಥಿತರಿದ್ದರು.: [434, 1322, 570, 1397]
budget-headline: 5 ಕೋಟಿ ರೂ. ಮಿಗತೆ ಬಜೆಟ್: [206, 379, 572, 420]
sea-story-col-2: ಅಭಿವೃದ್ಧಿಗಾಗಿ ಬಜೆಟ್‌ನಲ್ಲಿ ಪ್ರಸ್ತಾಪಿಸಲಾಗಿದೆ. ಹೊಸ ಕಾಲೇಜು ಕಟ್ಟಡ, ಆಸ್ಪತ್ರೆ ಮೇಲ್ದರ್ಜೆಗೆ, ರಸ್ತೆ ಅಭಿವೃದ್ಧಿ ಸೇರಿದಂತೆ ಹಲವು ಯೋಜನೆಗಳಿಗೆ ಅನುದಾನ ದೊರೆತಿದೆ. ಮಂಗಳೂರು ನಗರದಲ್ಲಿ ಕುಡಿಯುವ ನೀರಿನ ಯೋಜನೆಗೆ ಹೆಚ್ಚುವರಿ ಹಣ ಮೀಸಲಿಡಲಾಗಿದೆ. ಉಳ್ಳಾಲ ಕ್ಷೇತ್ರದಲ್ಲಿ ಹೊಸ ಕೈಗಾರಿಕಾ ವಲಯ ಸ್ಥಾಪನೆಯ ಪ್ರಸ್ತಾವನೆಯಿದ್ದು ಸ್ಥಳೀಯ ಯುವಕರಿಗೆ ಉದ್ಯೋಗಾವಕಾಶ ದೊರೆಯಲಿದೆ. ಮುಖ್ಯಮಂತ್ರಿಗಳು ಕರಾವಳಿ ಭಾಗಕ್ಕೆ ಹೆಚ್ಚಿನ ಆದ್ಯತೆ ನೀಡಿದ್ದಾರೆ ಎಂದು ಅವರು ಹೇಳಿದರು. ಸುದ್ದಿಗೋಷ್ಠಿಯಲ್ಲಿ ಪಕ್ಷದ ಮುಖಂಡರು ಉಪಸ್ಥಿತರಿದ್ದರು.: [760, 140, 920, 215]
flame-icon: ♨: [41, 822, 58, 843]
column-rule: [198, 92, 199, 1378]
adani-col-1: ಉಡುಪಿ: ಉಡುಪಿ ಜಿಲ್ಲೆಯಲ್ಲಿ ಕಾರ್ಯಾಚರಿಸುತ್ತಿರುವ ಅದಾನಿ ಕಂಪೆನಿಯಿಂದ ಉತ್ಪಾದನೆಯಾಗುವ ವಿದ್ಯುತ್ತನ್ನು ಉಡುಪಿ ಹಾಗೂ ದಕ್ಷಿಣ ಕನ್ನಡ ಜಿಲ್ಲೆಗೆ ನೇರವಾಗಿ ಪೂರೈಕೆ ಮಾಡಬೇಕು ಎಂದು ಕರಾವಳಿ ಹಿತರಕ್ಷಣಾ ಸಮಿತಿ ರಾಜ್ಯ ಸರ್ಕಾರವನ್ನು ಒತ್ತಾಯಿಸಿದೆ. ಕರಾವಳಿ ಜಿಲ್ಲೆಗಳಲ್ಲಿ ಪದೇ ಪದೇ ವಿದ್ಯುತ್ ಕಡಿತದಿಂದ ಜನರು ಸಂಕಷ್ಟಕ್ಕೆ ಒಳಗಾಗಿದ್ದಾರೆ. ಉಡುಪಿ ಜಿಲ್ಲೆಯ ಪಡುಬಿದ್ರಿಯಲ್ಲಿ 2010ರಿಂದ ಕಾರ್ಯಾಚರಿಸುತ್ತಿರುವ ಉಷ್ಣ ವಿದ್ಯುತ್ ಸ್ಥಾವರವು ಪ್ರತಿದಿನ 1300 ಮೆಗಾ ವ್ಯಾಟ್ ವಿದ್ಯುತ್ ಉತ್ಪಾದನೆ ಮಾಡುತ್ತಿದೆ. ಇದರಲ್ಲಿ ಶೇ.45ರಷ್ಟು ವಿದ್ಯುತ್ ಸರಬರಾಜು ರಾಜ್ಯದ ಇತರ ಭಾಗಗಳಿಗೆ ಸಾಗುತ್ತದೆ.: [206, 840, 318, 972]
kiru-story-3-body: ಕಾಸರಗೋಡು: ನಗರದ ಹೊಸ ಬಸ್ ನಿಲ್ದಾಣ ಬಳಿಯಲ್ಲಿ ನಿಲ್ಲಿಸಿದ್ದ ಬೈಕ್ ಕಳವಾಗಿರುವ ಬಗ್ಗೆ ದೂರು ದಾಖಲಾಗಿದೆ. ಬೈಕ್ ಮಾಲಕ ಪೊಲೀಸ್ ಠಾಣೆಗೆ ದೂರು ನೀಡಿದ್ದು, ಮಾ.10ರಂದು ರಾತ್ರಿ 12ರ ಸುಮಾರಿಗೆ ಘಟನೆ ನಡೆದಿದೆ ಎನ್ನಲಾಗಿದೆ.: [32, 690, 192, 728]
sea-story-kicker: [596, 94, 920, 109]
temple-badge-line2: ಆಮಂತ್ರಣ ಬಿಡುಗಡೆ: [224, 108, 274, 117]
obituary-2-name: ದೇವರಾಜ್ ಆಚಾರ್ಯ: [71, 939, 153, 953]
kapu-col-3: ಬ್ರಹ್ಮಕಲಶೋತ್ಸವ ಸಮಿತಿ ಕಾರ್ಯಾಧ್ಯಕ್ಷ, ಪ್ರಧಾನ ಕಾರ್ಯದರ್ಶಿ ರವಿಕಿರಣ್ ಶೆಟ್ಟಿ, ಕೆ. ವಿಠಲ್, ಕೆ. ಮಹಾದೇವ, ಪ್ರಸಾದ್ ಶೆಟ್ಟಿ, ಕೃಷ್ಣ ಶೆಟ್ಟಿ, ಸುರೇಶ್ ಕುಮಾರ್, ಜಯಕರ ಶೆಟ್ಟಿ, ಶ್ರೀನಿವಾಸ ತಂತ್ರಿ ಮೊದಲಾದವರು ಉಪಸ್ಥಿತರಿದ್ದರು. ದೇವಸ್ಥಾನದ ವತಿಯಿಂದ ಸಚಿವರಿಗೆ ಸ್ಮರಣಿಕೆ ನೀಡಿ ಗೌರವಿಸಲಾಯಿತು. ಸಮಿತಿ ಸದಸ್ಯರು ಕಾರ್ಯಕ್ರಮ ನಿರೂಪಿಸಿದರು.: [574, 1322, 712, 1388]
sea-story-headline: ಕಡಲ್ಕೊರೆತ ಅಪಾಯ ತಡೆಗೆ ಯೋಜನೆ: [596, 113, 803, 133]
budget-photo-box-title: ಉಡುಪಿ ನಗರಸಭೆಗೆ ಹೊಸ ಕಟ್ಟಡ: [339, 554, 452, 566]
page-number-kannada: ೧೧: [178, 54, 203, 79]
madhur-door-headline: ಮಾ.26ಕ್ಕೆ ಮಧೂರು ಮಹಾದ್ವಾರ ಉದ್ಘಾಟನೆ: [760, 353, 905, 383]
madhur-info-box-1: [760, 564, 832, 610]
horekanike-headline: ಹೊರೆಕಾಣಿಕೆ ಸಮಿತಿ ವಿಶೇಷ ಸಭೆ: [574, 801, 805, 826]
nidhana-suddi-label: ಸುದ್ದಿ: [136, 824, 163, 844]
kapu-kicker: ಹೊಸಮಾರಿಗುಡಿಗೆ ಕೇಂದ್ರ ಸಚಿವ ಪ್ರಹ್ಲಾದ್ ಜೋಶಿ ಭೇಟಿ | ಅನುದಾನ ಒದಗಿಸಲು ಕ್ರಮ ವಹಿಸುವುದಾಗಿ ಭರವಸೆ: [32, 1267, 399, 1279]
madhur-door-side-text: ಶಿಲಾಮಯ ಕೆತ್ತನೆಗಳು ಹಾಗೂ ಮರದ ಶಿಲ್ಪಗಳಿಂದ ದ್ವಾರವು ಅಲಂಕೃತಗೊಂಡಿದೆ. ಆಕರ್ಷಕ ಬಣ್ಣ ವಿನ್ಯಾಸ ನೀಡಲಾಗಿದ್ದು ದೂರದಿಂದಲೇ ಕಾಣುವಂತೆ ನಿರ್ಮಿಸಲಾಗಿದೆ.: [838, 564, 920, 621]
budget-meeting-photo: [334, 436, 592, 548]
kiru-suddi-tag: [28, 96, 194, 140]
kiru-label: ಕಿರು: [82, 111, 105, 131]
kiru-story-2-title: ಉಡುಪಿಯಲ್ಲಿ ಲೋಕಾಯುಕ್ತ ಜನ ಸಂಪರ್ಕ ಸಭೆ: [45, 401, 179, 431]
horekanike-meeting-photo: [690, 840, 920, 972]
page-corner-tab: [908, 44, 920, 70]
budget-col-1: ಉಡುಪಿ: ನಗರಸಭೆ ಅಧ್ಯಕ್ಷ ಪ್ರಭಾಕರ ಪೂಜಾರಿ ಶನಿವಾರ ನಡೆದ ಸಾಮಾನ್ಯ ಸಭೆಯಲ್ಲಿ 2025-26ನೇ ಸಾಲಿನ 5.17 ಕೋಟಿ ರೂ. ಮಿಗತೆ ಬಜೆಟ್ ಮಂಡಿಸಿದರು. ಆರಂಭಿಕ ಶಿಲ್ಕು 107.57 ಕೋಟಿ ರೂ. ಹಾಗೂ 143 ಕೋಟಿ ರೂ. ಸ್ವೀಕೃತಿ ಸೇರಿ ಒಟ್ಟು 250.63 ಕೋಟಿ ರೂ. ಆದಾಯ ಅಂದಾಜಿಸಲಾಗಿದ್ದು, 245.46 ಕೋಟಿ ರೂ. ವೆಚ್ಚ ಮಾಡಲಾಗುವುದು. ನಗರದ ರಸ್ತೆ, ಚರಂಡಿ, ಕುಡಿಯುವ ನೀರು ಹಾಗೂ ಬೀದಿದೀಪ ಅಭಿವೃದ್ಧಿಗೆ ಹೆಚ್ಚಿನ ಅನುದಾನ ಮೀಸಲಿಡಲಾಗಿದೆ. ಆಸ್ತಿ ತೆರಿಗೆ ಸಂಗ್ರಹದಲ್ಲಿ ಸುಧಾರಣೆ ಮಾಡಲಾಗುವುದು.: [206, 436, 330, 540]
kapu-minister-photo: [164, 1322, 430, 1364]
logo-text: ಹೊಸ ದಿಗಂತ: [76, 36, 160, 58]
section-title: ಪ್ರಾದೇಶಿಕ: [482, 35, 570, 69]
obituary-2-body-cont: ಅಂತಿಮ ದರ್ಶನ ಪಡೆದು ಹಲವು ಗಣ್ಯರು ಸಂತಾಪ ವ್ಯಕ್ತಪಡಿಸಿದರು. ಮನೆಯ ಸಮೀಪ ಅಂತ್ಯಕ್ರಿಯೆ ನಡೆಯಿತು. ಬಂಧು ಮಿತ್ರರು ಹಾಗೂ ಸಂಘದ ಕಾರ್ಯಕರ್ತರು ಪಾಲ್ಗೊಂಡರು.: [32, 1062, 192, 1090]
nidhana-suddi-tag: [28, 814, 194, 854]
